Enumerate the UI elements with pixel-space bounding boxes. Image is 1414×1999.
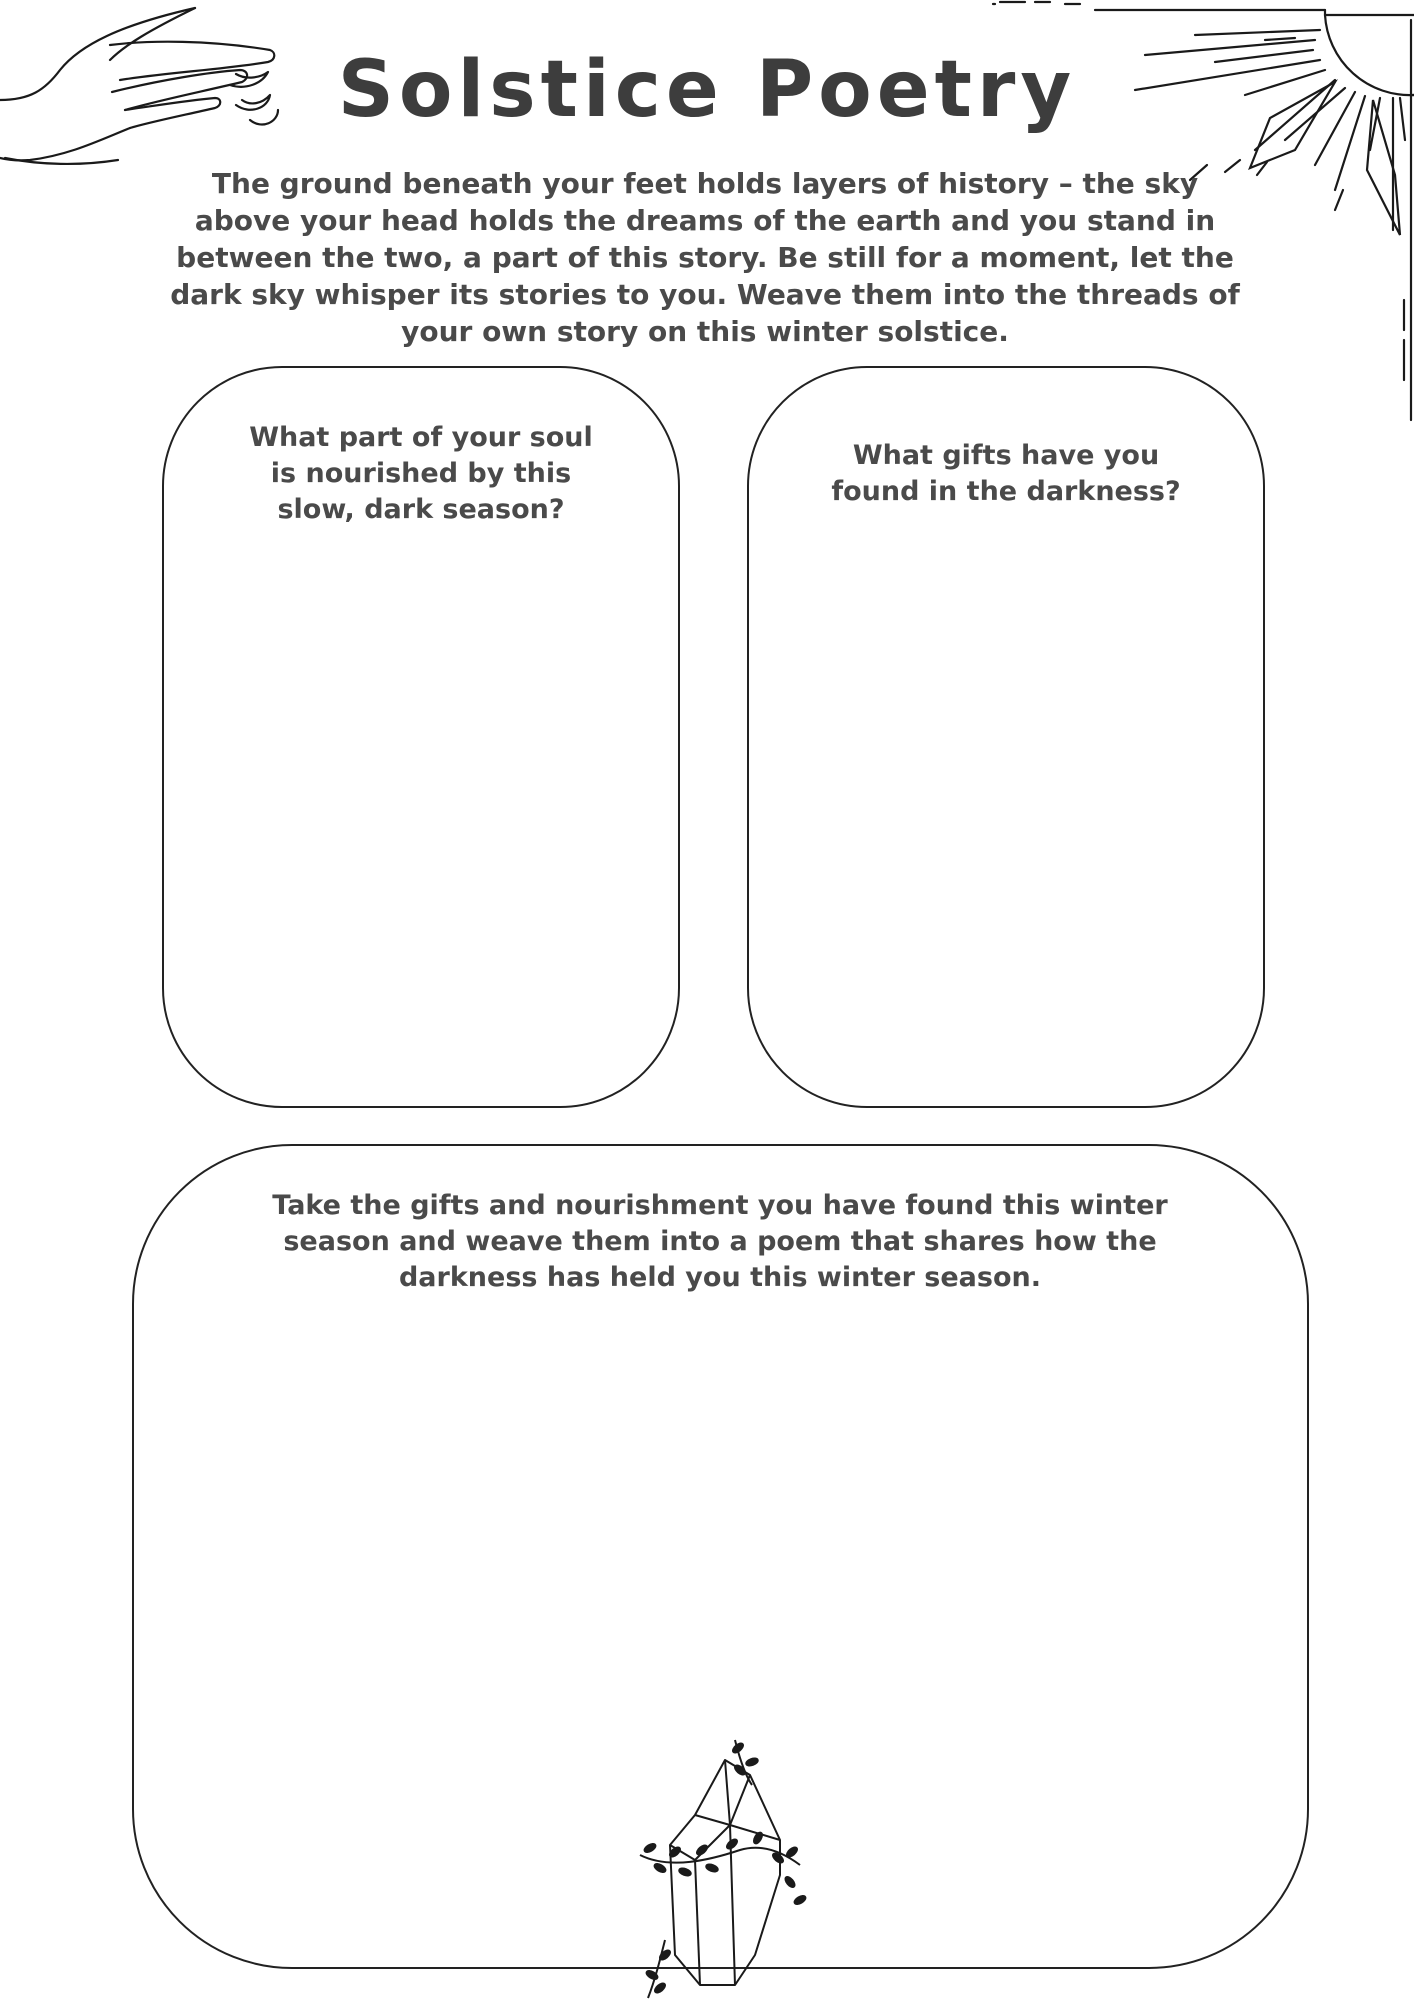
crystal-with-leaves-icon — [640, 1740, 810, 1999]
hand-with-moon-icon — [0, 0, 290, 175]
intro-paragraph: The ground beneath your feet holds layers of history – the sky above your head holds the dreams of the earth and you stand in between the two, a part of this story. Be still for a moment, let the dark sky whisper its stories to you. Weave them into the threads of your own story on this winter solstice. — [170, 167, 1240, 348]
page-title: Solstice Poetry — [337, 45, 1077, 135]
prompt-write-poem: Take the gifts and nourishment you have found this winter season and weave them into a poem that shares how the darkness has held you this winter season. — [272, 1190, 1168, 1293]
prompt-soul-nourished: What part of your soul is nourished by this slow, dark season? — [249, 422, 593, 525]
prompt-gifts-darkness: What gifts have you found in the darkness? — [831, 440, 1181, 507]
